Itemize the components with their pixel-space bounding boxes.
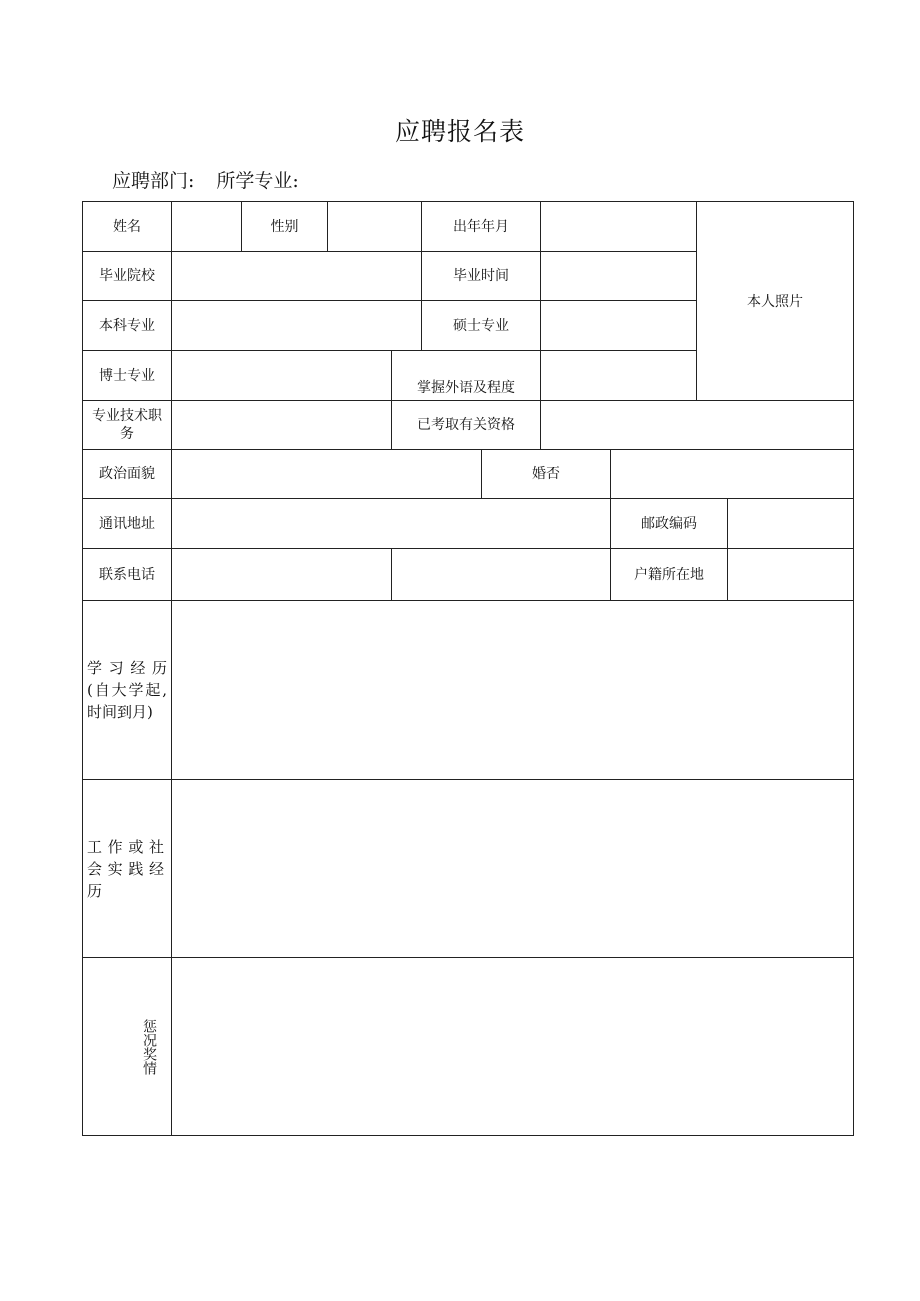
master-input[interactable]: [541, 301, 697, 351]
form-title: 应聘报名表: [394, 117, 525, 146]
phd-input[interactable]: [172, 351, 392, 401]
hukou-label: 户籍所在地: [611, 549, 728, 601]
language-label: 掌握外语及程度: [392, 351, 541, 401]
hukou-input[interactable]: [728, 549, 853, 601]
subheader: [112, 166, 299, 193]
language-input[interactable]: [541, 351, 697, 401]
bachelor-input[interactable]: [172, 301, 422, 351]
study-label: 学习经历(自大学起,时间到月): [83, 601, 172, 780]
gender-input[interactable]: [328, 202, 422, 252]
marital-label: 婚否: [482, 450, 611, 499]
name-input[interactable]: [172, 202, 242, 252]
major-label: 所学专业:: [216, 170, 299, 192]
gender-label: 性别: [242, 202, 328, 252]
master-label: 硕士专业: [422, 301, 541, 351]
grad-time-label: 毕业时间: [422, 252, 541, 301]
address-input[interactable]: [172, 499, 611, 549]
postcode-input[interactable]: [728, 499, 853, 549]
work-label: 工作或社会实践经历: [83, 780, 172, 958]
dept-label: 应聘部门:: [112, 170, 195, 192]
rewards-label: 惩况奖情: [83, 958, 172, 1135]
grad-time-input[interactable]: [541, 252, 697, 301]
school-label: 毕业院校: [83, 252, 172, 301]
phd-label: 博士专业: [83, 351, 172, 401]
political-label: 政治面貌: [83, 450, 172, 499]
birth-input[interactable]: [541, 202, 697, 252]
title-rank-input[interactable]: [172, 401, 392, 450]
marital-input[interactable]: [611, 450, 853, 499]
study-input[interactable]: [172, 601, 853, 780]
application-form: [82, 201, 854, 1136]
bachelor-label: 本科专业: [83, 301, 172, 351]
address-label: 通讯地址: [83, 499, 172, 549]
photo-box[interactable]: 本人照片: [697, 202, 853, 401]
birth-label: 出年年月: [422, 202, 541, 252]
work-input[interactable]: [172, 780, 853, 958]
name-label: 姓名: [83, 202, 172, 252]
title-rank-label: 专业技术职务: [83, 401, 172, 450]
phone-label: 联系电话: [83, 549, 172, 601]
rewards-input[interactable]: [172, 958, 853, 1135]
political-input[interactable]: [172, 450, 482, 499]
postcode-label: 邮政编码: [611, 499, 728, 549]
qualification-label: 已考取有关资格: [392, 401, 541, 450]
qualification-input[interactable]: [541, 401, 853, 450]
phone-input-2[interactable]: [392, 549, 611, 601]
phone-input[interactable]: [172, 549, 392, 601]
school-input[interactable]: [172, 252, 422, 301]
